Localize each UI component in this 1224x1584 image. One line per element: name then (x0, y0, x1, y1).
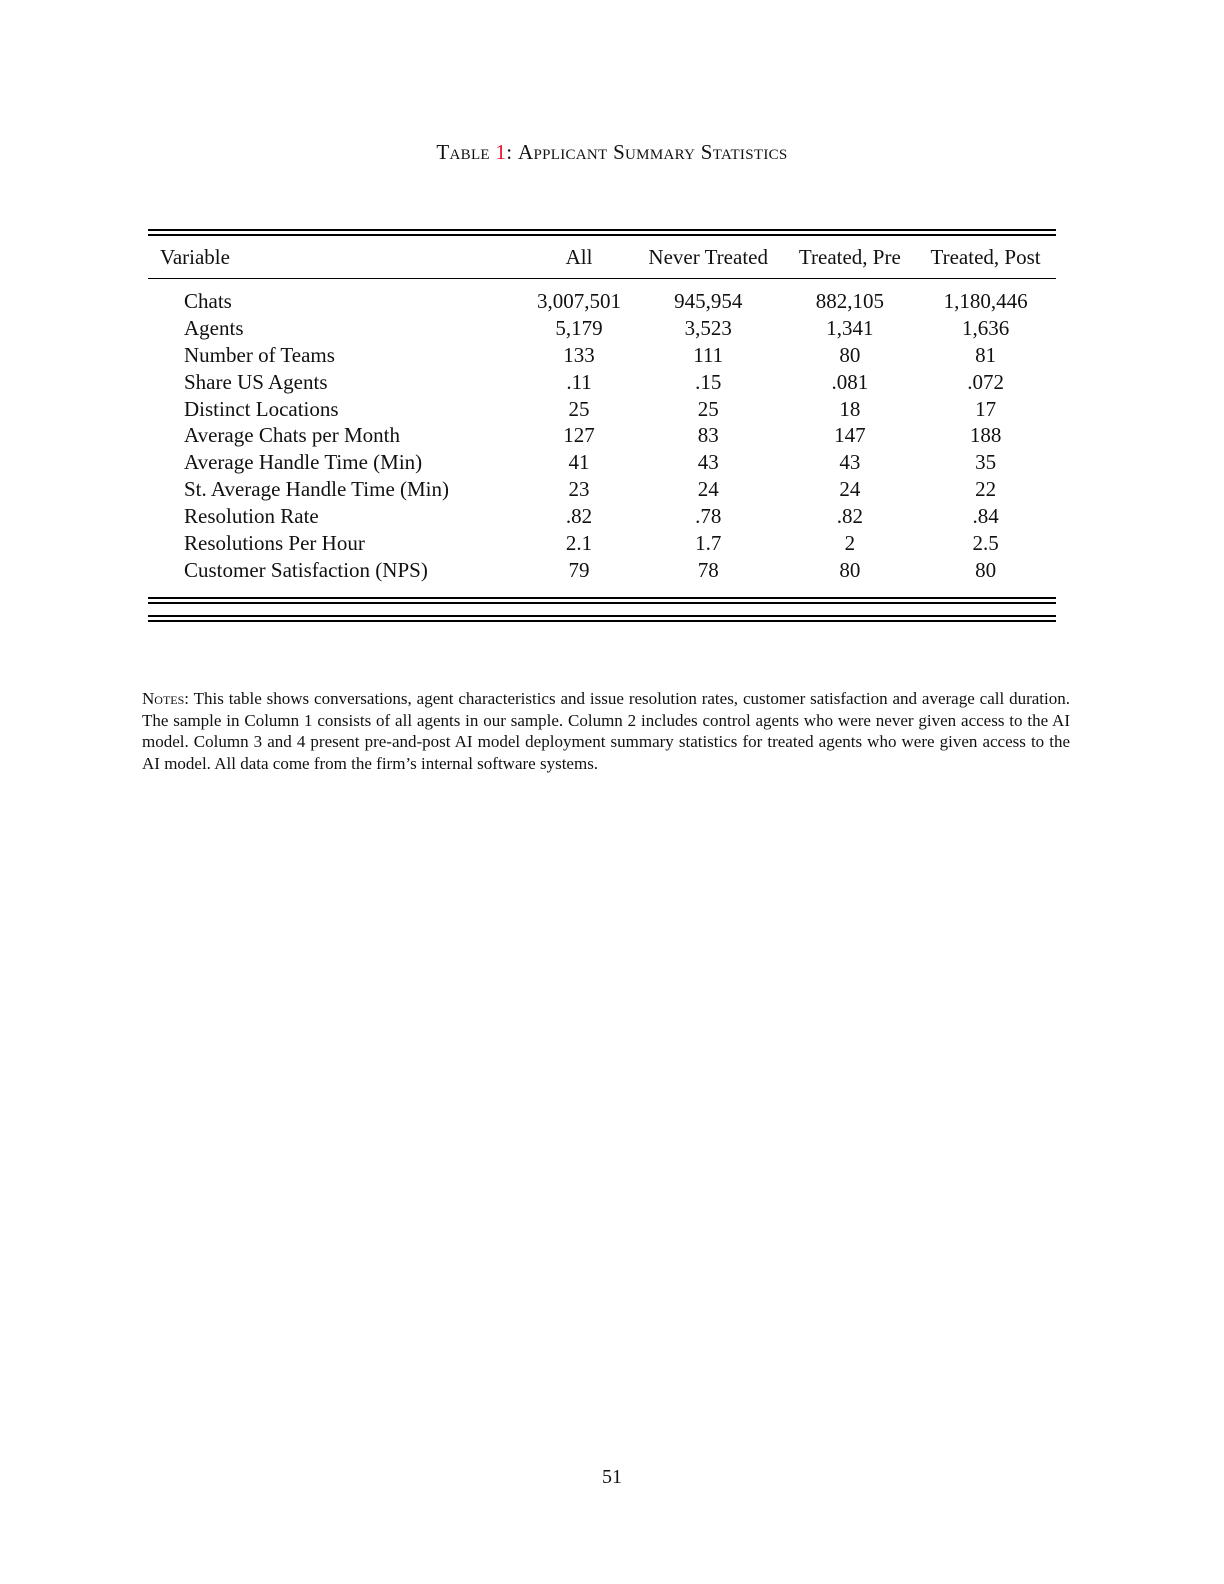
caption-title: Applicant Summary Statistics (517, 140, 788, 164)
table-row (148, 449, 1056, 476)
table-row (148, 476, 1056, 503)
table-row (148, 369, 1056, 396)
table-top-rule-1 (148, 229, 1056, 231)
cell-all: 2.1 (565, 530, 593, 555)
table-caption (0, 140, 1224, 165)
cell-all: 25 (568, 396, 590, 421)
cell-treated-pre: 24 (839, 477, 861, 502)
cell-treated-post: 81 (975, 342, 997, 367)
table-row (148, 422, 1056, 449)
cell-treated-post: 188 (969, 423, 1002, 448)
header-treated-post: Treated, Post (930, 244, 1041, 269)
row-label: Chats (184, 288, 232, 313)
header-separator-rule (148, 278, 1056, 279)
table-row (148, 557, 1056, 584)
cell-never-treated: 1.7 (695, 530, 722, 555)
row-label: Distinct Locations (184, 396, 339, 421)
cell-never-treated: 24 (697, 477, 719, 502)
cell-all: 41 (568, 450, 590, 475)
table-row (148, 288, 1056, 315)
row-label: Share US Agents (184, 369, 328, 394)
caption-table-number[interactable]: 1 (495, 140, 507, 164)
row-label: Customer Satisfaction (NPS) (184, 557, 428, 582)
table-bottom-rule-4 (148, 620, 1056, 622)
cell-treated-pre: 1,341 (826, 315, 874, 340)
cell-treated-post: 1,180,446 (943, 288, 1028, 313)
cell-treated-pre: 43 (839, 450, 861, 475)
cell-never-treated: 3,523 (684, 315, 732, 340)
cell-treated-post: 80 (975, 557, 997, 582)
cell-all: 127 (563, 423, 595, 448)
cell-all: 79 (568, 557, 590, 582)
table-row (148, 530, 1056, 557)
cell-all: 3,007,501 (537, 288, 622, 313)
cell-all: .11 (566, 369, 592, 394)
cell-treated-pre: 18 (839, 396, 861, 421)
table-header-row (148, 236, 1056, 278)
row-label: St. Average Handle Time (Min) (184, 477, 450, 502)
notes-lead: Notes: (142, 689, 189, 708)
row-label: Agents (184, 315, 244, 340)
summary-statistics-table (148, 236, 1056, 584)
cell-all: 23 (568, 477, 590, 502)
header-variable: Variable (160, 244, 230, 269)
caption-separator: : (506, 140, 513, 164)
table-body (148, 278, 1056, 584)
cell-treated-post: 2.5 (972, 530, 999, 555)
table-notes (142, 688, 1070, 774)
cell-never-treated: 25 (697, 396, 719, 421)
cell-treated-pre: .081 (831, 369, 869, 394)
table-row (148, 342, 1056, 369)
cell-treated-pre: 147 (834, 423, 866, 448)
cell-never-treated: .15 (695, 369, 722, 394)
cell-treated-post: .84 (972, 504, 999, 529)
row-label: Average Handle Time (Min) (184, 450, 423, 475)
header-treated-pre: Treated, Pre (798, 244, 901, 269)
table-row (148, 503, 1056, 530)
row-label: Number of Teams (184, 342, 335, 367)
cell-never-treated: 43 (697, 450, 719, 475)
cell-never-treated: 945,954 (674, 288, 743, 313)
cell-treated-pre: 80 (839, 557, 861, 582)
table-bottom-rule-2 (148, 602, 1056, 604)
cell-never-treated: 111 (693, 342, 724, 367)
cell-treated-post: 35 (975, 450, 997, 475)
cell-treated-post: .072 (967, 369, 1004, 394)
cell-treated-post: 22 (975, 477, 997, 502)
caption-prefix: Table (436, 140, 490, 164)
cell-treated-pre: .82 (836, 504, 863, 529)
row-label: Average Chats per Month (184, 423, 400, 448)
header-all: All (565, 244, 593, 269)
page-number: 51 (602, 1466, 622, 1488)
cell-never-treated: .78 (695, 504, 722, 529)
row-label: Resolutions Per Hour (184, 530, 365, 555)
table-row (148, 315, 1056, 342)
cell-all: 133 (563, 342, 595, 367)
row-label: Resolution Rate (184, 504, 319, 529)
cell-never-treated: 83 (697, 423, 719, 448)
cell-treated-pre: 80 (839, 342, 861, 367)
cell-treated-post: 1,636 (961, 315, 1010, 340)
header-never-treated: Never Treated (648, 244, 768, 269)
table-bottom-rule-3 (148, 615, 1056, 617)
cell-treated-pre: 882,105 (815, 288, 884, 313)
cell-all: .82 (565, 504, 593, 529)
cell-treated-post: 17 (975, 396, 997, 421)
cell-never-treated: 78 (697, 557, 719, 582)
cell-all: 5,179 (555, 315, 603, 340)
notes-text: This table shows conversations, agent characteristics and issue resolution rates, customer satisfaction and average call duration. The sample in Column 1 consists of all agents in our sample. Column 2 includes control agents who were never given access to the AI model. Column 3 and 4 present pre-and-post AI model deployment summary statistics for treated agents who were given access to the AI model. All data come from the firm’s internal software systems. (142, 689, 1070, 773)
cell-treated-pre: 2 (844, 530, 856, 555)
table-bottom-rule-1 (148, 597, 1056, 599)
table-row (148, 396, 1056, 423)
